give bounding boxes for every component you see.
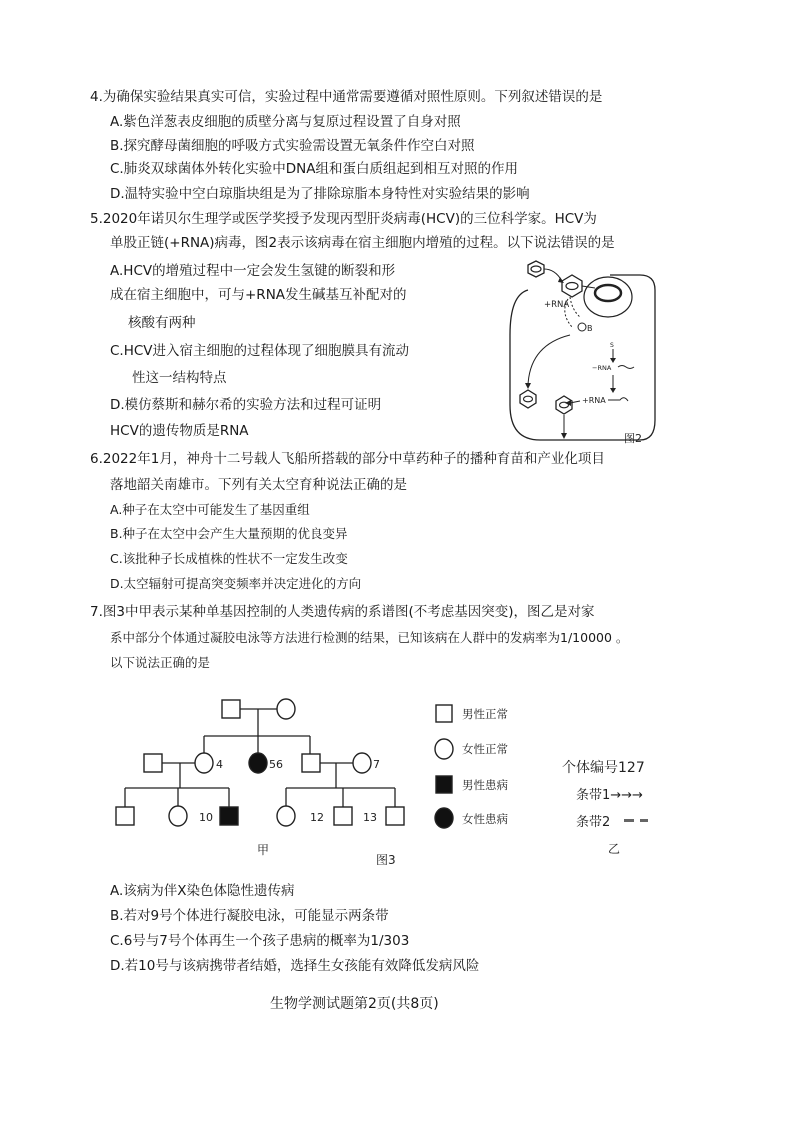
pedigree-individual-6 — [302, 754, 320, 772]
q5-option-a-line2: 成在宿主细胞中，可与+RNA发生碱基互补配对的 — [110, 287, 407, 303]
q6-stem-line1: 6.2022年1月，神舟十二号载人飞船所搭载的部分中草药种子的播种育苗和产业化项目 — [90, 451, 605, 467]
q5-stem-line2: 单股正链(+RNA)病毒，图2表示该病毒在宿主细胞内增殖的过程。以下说法错误的是 — [110, 235, 615, 251]
virus-particle-icon — [528, 261, 544, 277]
legend-female-normal: 女性正常 — [462, 742, 508, 756]
legend-female-affected: 女性患病 — [462, 812, 508, 826]
label-b: B — [587, 324, 593, 333]
gel-individual-label: 个体编号127 — [562, 760, 645, 776]
q5-option-c-line2: 性这一结构特点 — [132, 370, 227, 386]
gel-band-2-mark — [624, 819, 634, 822]
q4-option-a: A.紫色洋葱表皮细胞的质壁分离与复原过程设置了自身对照 — [110, 114, 461, 130]
pedigree-individual-4 — [195, 753, 213, 773]
label-individual-7: 7 — [373, 758, 380, 771]
q5-option-a-line1: A.HCV的增殖过程中一定会发生氢键的断裂和形 — [110, 263, 396, 279]
q5-option-d-line2: HCV的遗传物质是RNA — [110, 423, 249, 439]
q6-option-d: D.太空辐射可提高突变频率并决定进化的方向 — [110, 576, 362, 591]
q7-option-a: A.该病为伴X染色体隐性遗传病 — [110, 883, 295, 899]
legend-female-normal-icon — [435, 739, 453, 759]
q7-stem-line1: 7.图3中甲表示某种单基因控制的人类遗传病的系谱图(不考虑基因突变)，图乙是对家 — [90, 604, 595, 620]
pedigree-individual-10-affected — [220, 807, 238, 825]
label-s: S — [610, 342, 614, 349]
pedigree-male-normal — [144, 754, 162, 772]
gel-band-2-mark — [640, 819, 648, 822]
q7-stem-line2: 系中部分个体通过凝胶电泳等方法进行检测的结果，已知该病在人群中的发病率为1/10000 。 — [110, 630, 629, 645]
legend-female-affected-icon — [435, 808, 453, 828]
q7-option-b: B.若对9号个体进行凝胶电泳，可能显示两条带 — [110, 908, 389, 924]
q6-option-a: A.种子在太空中可能发生了基因重组 — [110, 502, 310, 517]
q4-stem: 4.为确保实验结果真实可信，实验过程中通常需要遵循对照性原则。下列叙述错误的是 — [90, 89, 603, 105]
label-individual-12: 12 — [310, 811, 324, 824]
q5-option-a-line3: 核酸有两种 — [128, 315, 196, 331]
q5-option-d-line1: D.模仿蔡斯和赫尔希的实验方法和过程可证明 — [110, 397, 382, 413]
q7-stem-line3: 以下说法正确的是 — [110, 655, 211, 670]
label-individual-56: 56 — [269, 758, 283, 771]
page-footer: 生物学测试题第2页(共8页) — [270, 996, 439, 1012]
pedigree-male-normal — [222, 700, 240, 718]
sub-figure-b-label: 乙 — [608, 842, 621, 856]
gel-band-2: 条带2 — [576, 815, 611, 830]
pedigree-female-normal — [277, 699, 295, 719]
pedigree-individual-13 — [386, 807, 404, 825]
q6-option-c: C.该批种子长成植株的性状不一定发生改变 — [110, 551, 348, 566]
label-rna-plus-bottom: +RNA — [582, 396, 606, 405]
q5-stem-line1: 5.2020年诺贝尔生理学或医学奖授予发现丙型肝炎病毒(HCV)的三位科学家。HCV为 — [90, 211, 597, 227]
label-rna-plus-top: +RNA — [544, 300, 570, 310]
q7-option-c: C.6号与7号个体再生一个孩子患病的概率为1/303 — [110, 933, 410, 949]
sub-figure-a-label: 甲 — [257, 843, 270, 857]
pedigree-female-normal — [277, 806, 295, 826]
q7-option-d: D.若10号与该病携带者结婚，选择生女孩能有效降低发病风险 — [110, 958, 480, 974]
legend-male-normal: 男性正常 — [462, 707, 508, 721]
q6-stem-line2: 落地韶关南雄市。下列有关太空育种说法正确的是 — [110, 477, 407, 493]
label-rna-minus: −RNA — [592, 364, 612, 372]
label-individual-10: 10 — [199, 811, 213, 824]
figure-3-caption: 图3 — [376, 853, 396, 865]
q6-option-b: B.种子在太空中会产生大量预期的优良变异 — [110, 526, 348, 541]
legend-male-normal-icon — [436, 705, 452, 722]
label-individual-4: 4 — [216, 758, 223, 771]
virus-particle-icon — [520, 390, 536, 408]
virus-particle-icon — [562, 275, 582, 297]
q5-option-c-line1: C.HCV进入宿主细胞的过程体现了细胞膜具有流动 — [110, 343, 410, 359]
figure-2-hcv-replication — [500, 255, 670, 450]
pedigree-individual-7 — [353, 753, 371, 773]
q4-option-c: C.肺炎双球菌体外转化实验中DNA组和蛋白质组起到相互对照的作用 — [110, 161, 518, 177]
gel-band-1: 条带1→→→ — [576, 788, 643, 803]
legend-male-affected-icon — [436, 776, 452, 793]
pedigree-individual-12 — [334, 807, 352, 825]
q4-option-d: D.温特实验中空白琼脂块组是为了排除琼脂本身特性对实验结果的影响 — [110, 186, 530, 202]
legend-male-affected: 男性患病 — [462, 778, 508, 792]
pedigree-female-normal — [169, 806, 187, 826]
pedigree-individual-5-affected — [249, 753, 267, 773]
figure-3-pedigree — [100, 690, 700, 865]
label-individual-13: 13 — [363, 811, 377, 824]
q4-option-b: B.探究酵母菌细胞的呼吸方式实验需设置无氧条件作空白对照 — [110, 138, 475, 154]
pedigree-male-normal — [116, 807, 134, 825]
figure-2-caption: 图2 — [624, 432, 642, 445]
